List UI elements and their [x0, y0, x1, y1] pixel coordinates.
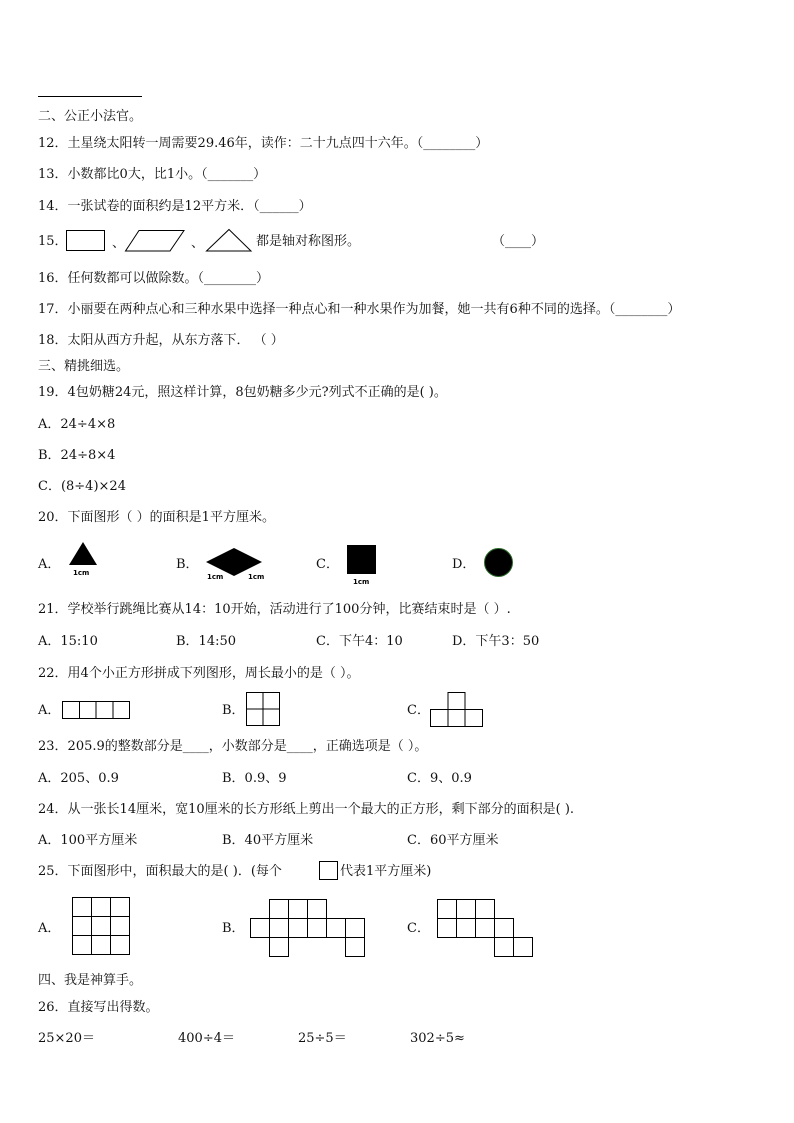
question-24-option-a: A．100平方厘米 — [38, 833, 138, 848]
unit-label: 1cm — [353, 578, 370, 586]
question-24: 24．从一张长14厘米，宽10厘米的长方形纸上剪出一个最大的正方形，剩下部分的面积是( ). — [38, 802, 575, 817]
parallelogram-shape — [125, 230, 185, 252]
calc-item-3: 25÷5＝ — [298, 1031, 347, 1046]
question-23-option-a: A．205、0.9 — [38, 771, 119, 786]
three-by-three-grid-figure — [72, 897, 132, 957]
black-circle-figure — [484, 548, 514, 578]
section-4-title: 四、我是神算手。 — [38, 973, 143, 988]
question-17: 17．小丽要在两种点心和三种水果中选择一种点心和一种水果作为加餐，她一共有6种不同的选择。（________） — [38, 302, 681, 317]
unit-label: 1cm — [73, 569, 90, 577]
t-shape-figure — [430, 692, 486, 728]
question-20-option-b: B． — [176, 557, 199, 572]
question-19-option-c: C．(8÷4)×24 — [38, 479, 126, 494]
question-25-suffix: 代表1平方厘米) — [340, 864, 432, 879]
question-21-option-b: B．14:50 — [176, 634, 237, 649]
question-21-option-d: D．下午3：50 — [452, 634, 540, 649]
question-26: 26．直接写出得数。 — [38, 1000, 159, 1015]
question-19-option-a: A．24÷4×8 — [38, 417, 116, 432]
question-22-option-a: A． — [38, 703, 61, 718]
calc-item-2: 400÷4＝ — [178, 1031, 235, 1046]
unit-square-icon — [319, 861, 339, 881]
question-22: 22．用4个小正方形拼成下列图形，周长最小的是（ ）。 — [38, 666, 360, 681]
section-2-title: 二、公正小法官。 — [38, 109, 143, 124]
question-14: 14．一张试卷的面积约是12平方米．（______） — [38, 199, 312, 214]
section-3-title: 三、精挑细选。 — [38, 359, 130, 374]
black-triangle-figure — [66, 541, 100, 581]
question-23-option-c: C．9、0.9 — [407, 771, 472, 786]
triangle-shape — [206, 229, 252, 253]
question-23: 23．205.9的整数部分是____，小数部分是____，正确选项是（ ）。 — [38, 739, 428, 754]
calc-item-4: 302÷5≈ — [410, 1031, 465, 1046]
two-by-two-square-figure — [246, 692, 282, 728]
question-20-option-a: A． — [38, 557, 61, 572]
question-25-option-a: A． — [38, 921, 61, 936]
question-20-option-c: C． — [316, 557, 339, 572]
irregular-shape-c-figure — [437, 899, 537, 959]
black-rhombus-figure — [204, 548, 268, 580]
question-20: 20．下面图形（ ）的面积是1平方厘米。 — [38, 510, 275, 525]
unit-label: 1cm — [207, 573, 224, 581]
question-15-separator-2: 、 — [191, 236, 205, 251]
black-square-figure — [346, 545, 382, 585]
question-25-prefix: 25．下面图形中，面积最大的是( )．(每个 — [38, 864, 282, 879]
question-19: 19．4包奶糖24元，照这样计算，8包奶糖多少元?列式不正确的是( )。 — [38, 385, 447, 400]
calc-item-1: 25×20＝ — [38, 1031, 95, 1046]
unit-label: 1cm — [248, 573, 265, 581]
question-15-separator-1: 、 — [112, 236, 126, 251]
question-13: 13．小数都比0大，比1小。（_______） — [38, 167, 267, 182]
rectangle-shape — [66, 230, 106, 252]
question-22-option-c: C． — [407, 703, 430, 718]
question-25-option-c: C． — [407, 921, 430, 936]
question-21-option-a: A．15:10 — [38, 634, 98, 649]
question-24-option-b: B．40平方厘米 — [222, 833, 314, 848]
question-16: 16．任何数都可以做除数。（________） — [38, 271, 270, 286]
question-15-number: 15． — [38, 234, 68, 249]
question-25-option-b: B． — [222, 921, 245, 936]
header-rule — [38, 96, 142, 97]
question-18: 18．太阳从西方升起，从东方落下． （ ） — [38, 333, 284, 348]
question-20-option-d: D． — [452, 557, 476, 572]
question-21-option-c: C．下午4：10 — [316, 634, 403, 649]
question-21: 21．学校举行跳绳比赛从14：10开始，活动进行了100分钟，比赛结束时是（ ）. — [38, 602, 511, 617]
question-12: 12．土星绕太阳转一周需要29.46年，读作：二十九点四十六年。（________） — [38, 136, 489, 151]
four-squares-row-figure — [62, 701, 132, 721]
question-22-option-b: B． — [222, 703, 245, 718]
question-19-option-b: B．24÷8×4 — [38, 448, 116, 463]
question-15-answer: （____） — [492, 234, 545, 249]
question-24-option-c: C．60平方厘米 — [407, 833, 499, 848]
irregular-shape-b-figure — [250, 899, 368, 959]
question-15-statement: 都是轴对称图形。 — [256, 234, 361, 249]
question-23-option-b: B．0.9、9 — [222, 771, 287, 786]
